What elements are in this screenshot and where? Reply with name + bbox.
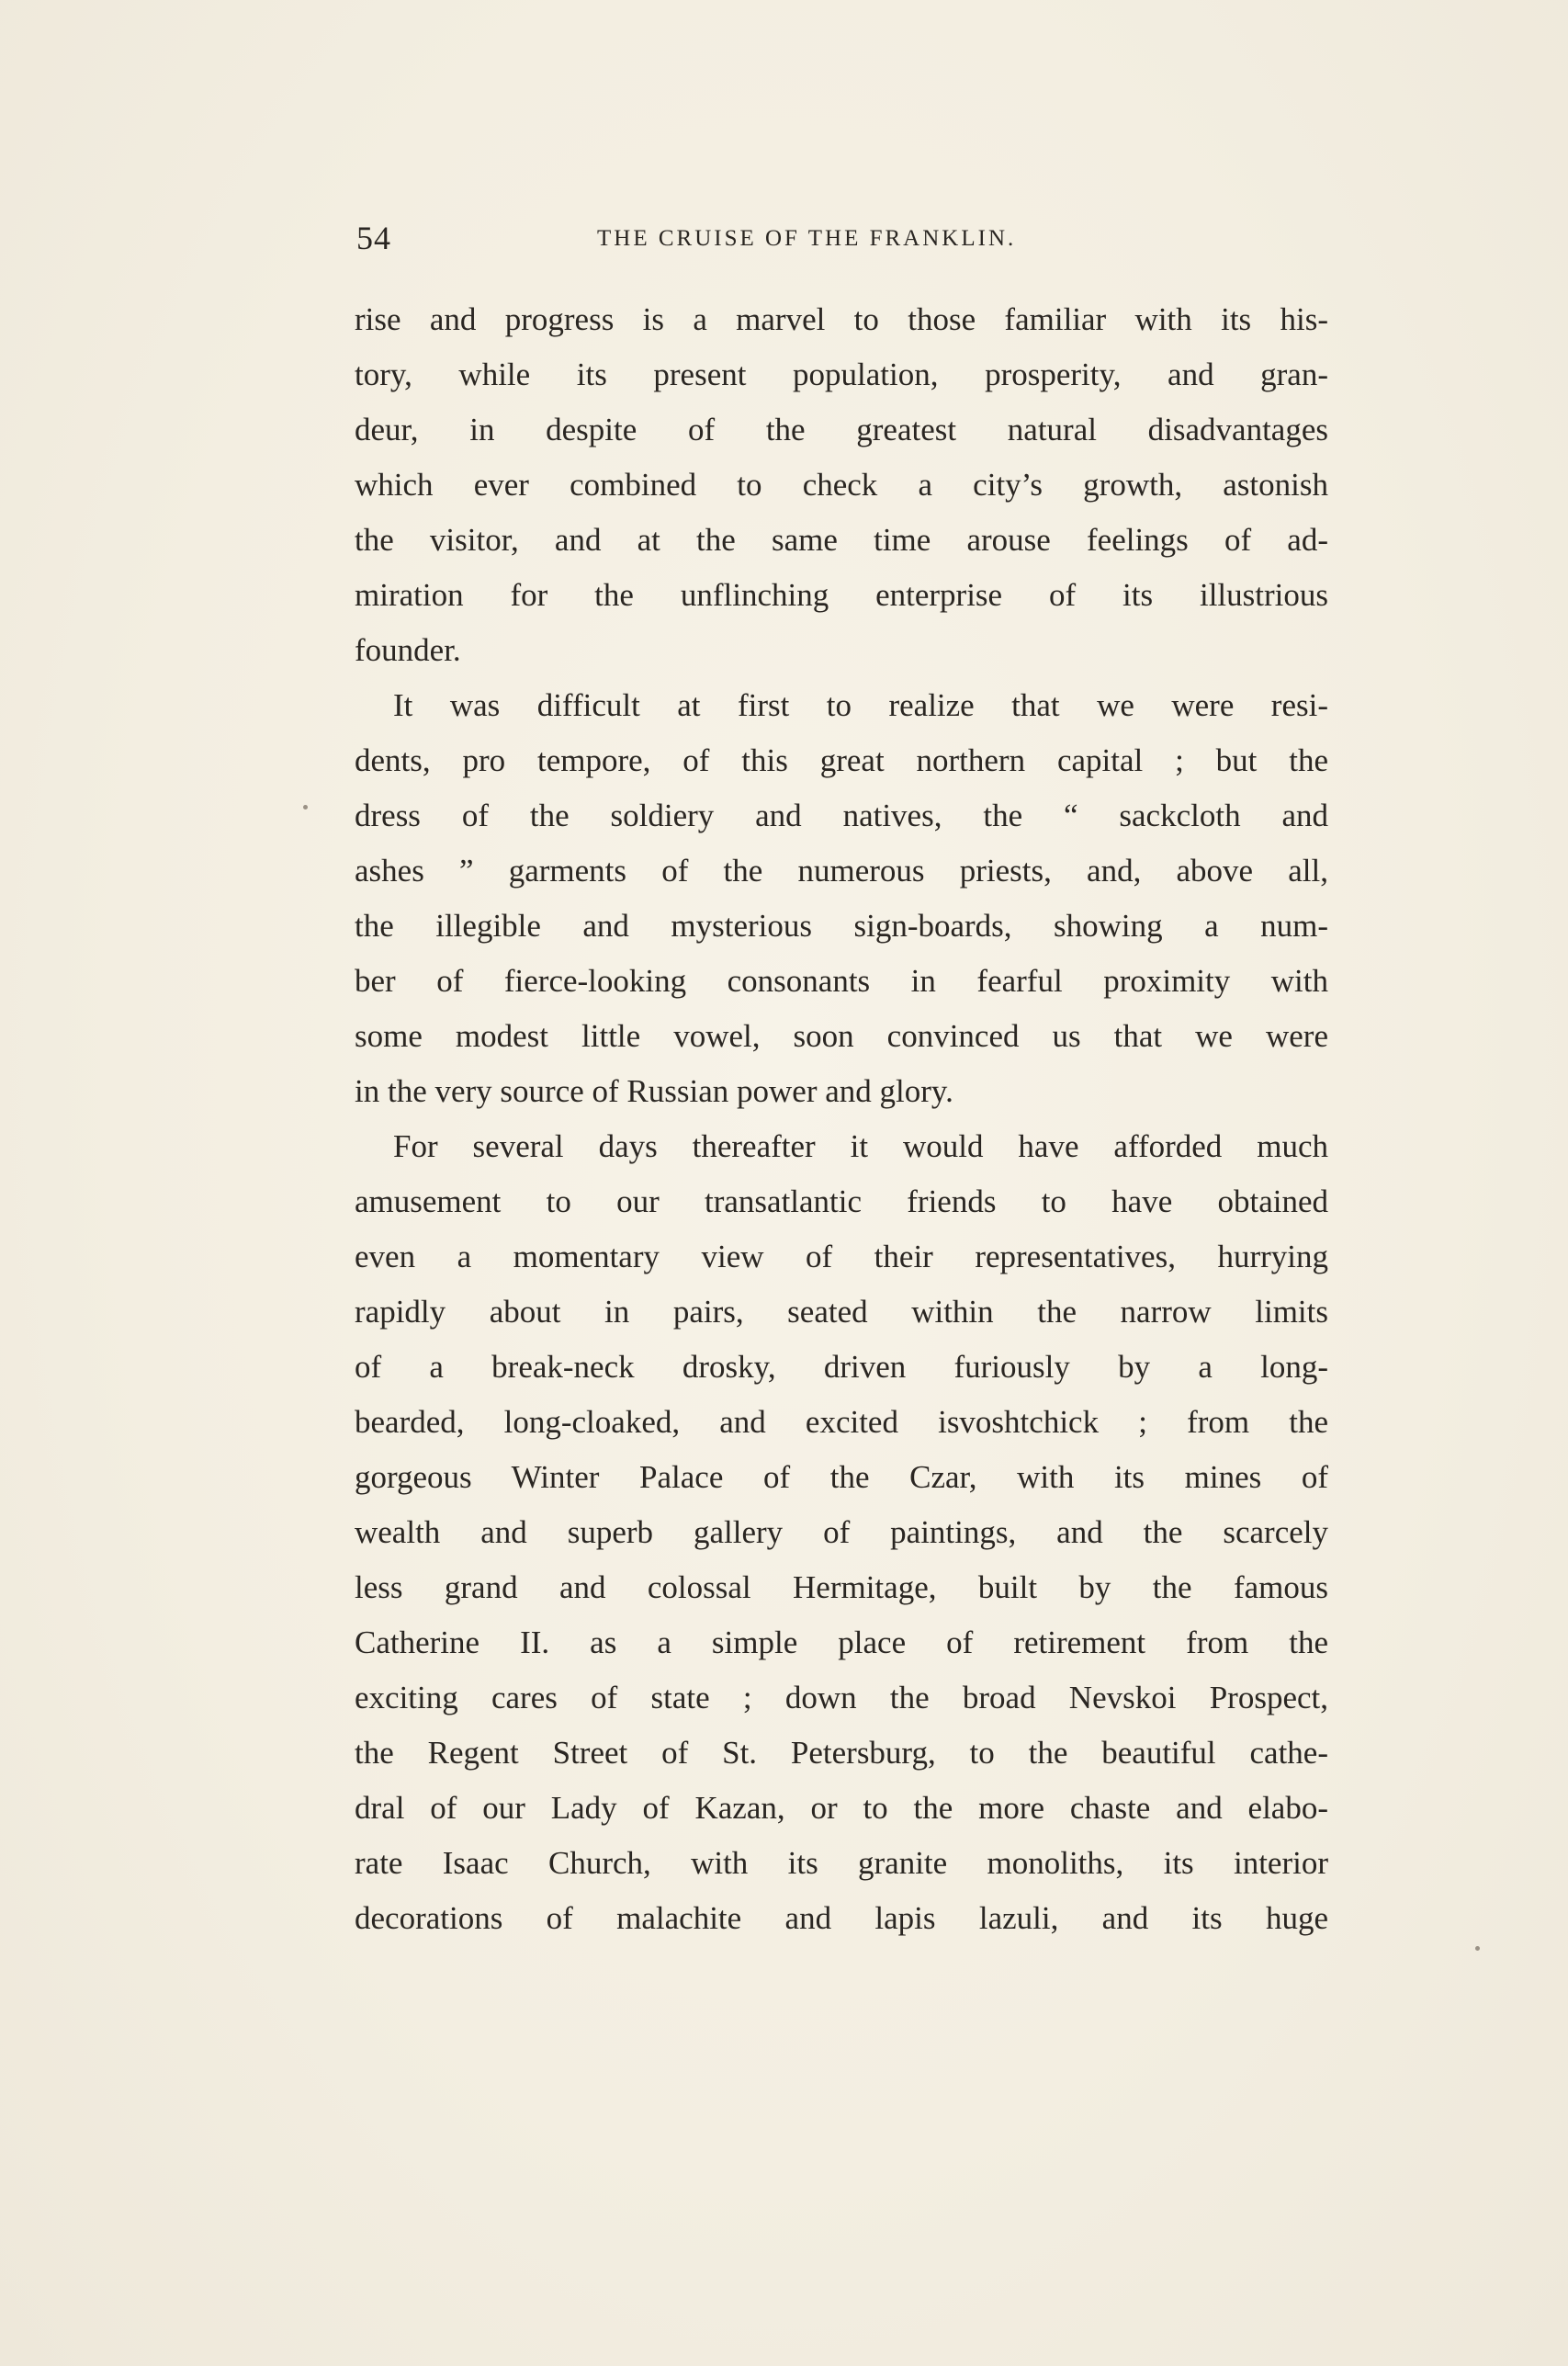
paragraph-start-line: For several days thereafter it would have afforded much [393,1128,1328,1164]
text-line: less grand and colossal Hermitage, built by the famous [355,1569,1328,1605]
text-line: dress of the soldiery and natives, the “ sackcloth and [355,798,1328,833]
text-line: Catherine II. as a simple place of retirement from the [355,1625,1328,1660]
text-line: ashes ” garments of the numerous priests, and, above all, [355,853,1328,889]
paper-speck [1475,1946,1480,1951]
paragraph-start-line: It was difficult at first to realize that we were resi- [393,687,1328,723]
text-line: exciting cares of state ; down the broad Nevskoi Prospect, [355,1680,1328,1715]
text-line: even a momentary view of their representatives, hurrying [355,1239,1328,1274]
text-line: miration for the unflinching enterprise of its illustrious [355,577,1328,613]
text-line: the Regent Street of St. Petersburg, to the beautiful cathe- [355,1735,1328,1771]
page-header [356,219,1330,265]
text-line: deur, in despite of the greatest natural disadvantages [355,412,1328,447]
text-line: some modest little vowel, soon convinced us that we were [355,1018,1328,1054]
text-line: decorations of malachite and lapis lazuli, and its huge [355,1900,1328,1936]
text-line: founder. [355,632,461,668]
text-line: which ever combined to check a city’s growth, astonish [355,467,1328,503]
text-line: wealth and superb gallery of paintings, and the scarcely [355,1514,1328,1550]
text-line: bearded, long-cloaked, and excited isvoshtchick ; from the [355,1404,1328,1440]
text-line: rapidly about in pairs, seated within the narrow limits [355,1294,1328,1330]
text-line: dral of our Lady of Kazan, or to the more chaste and elabo- [355,1790,1328,1826]
text-line: the illegible and mysterious sign-boards, showing a num- [355,908,1328,944]
body-text [355,292,1328,1946]
page-number: 54 [356,220,391,256]
text-line: dents, pro tempore, of this great northern capital ; but the [355,742,1328,778]
running-head: THE CRUISE OF THE FRANKLIN. [597,226,1017,251]
text-line: amusement to our transatlantic friends to have obtained [355,1183,1328,1219]
text-line: tory, while its present population, prosperity, and gran- [355,357,1328,392]
text-line: of a break-neck drosky, driven furiously by a long- [355,1349,1328,1385]
paper-speck [303,805,308,809]
text-line: ber of fierce-looking consonants in fearful proximity with [355,963,1328,999]
text-line: in the very source of Russian power and glory. [355,1073,953,1109]
text-line: gorgeous Winter Palace of the Czar, with its mines of [355,1459,1328,1495]
text-line: the visitor, and at the same time arouse feelings of ad- [355,522,1328,558]
text-line: rise and progress is a marvel to those familiar with its his- [355,301,1328,337]
text-line: rate Isaac Church, with its granite monoliths, its interior [355,1845,1328,1881]
